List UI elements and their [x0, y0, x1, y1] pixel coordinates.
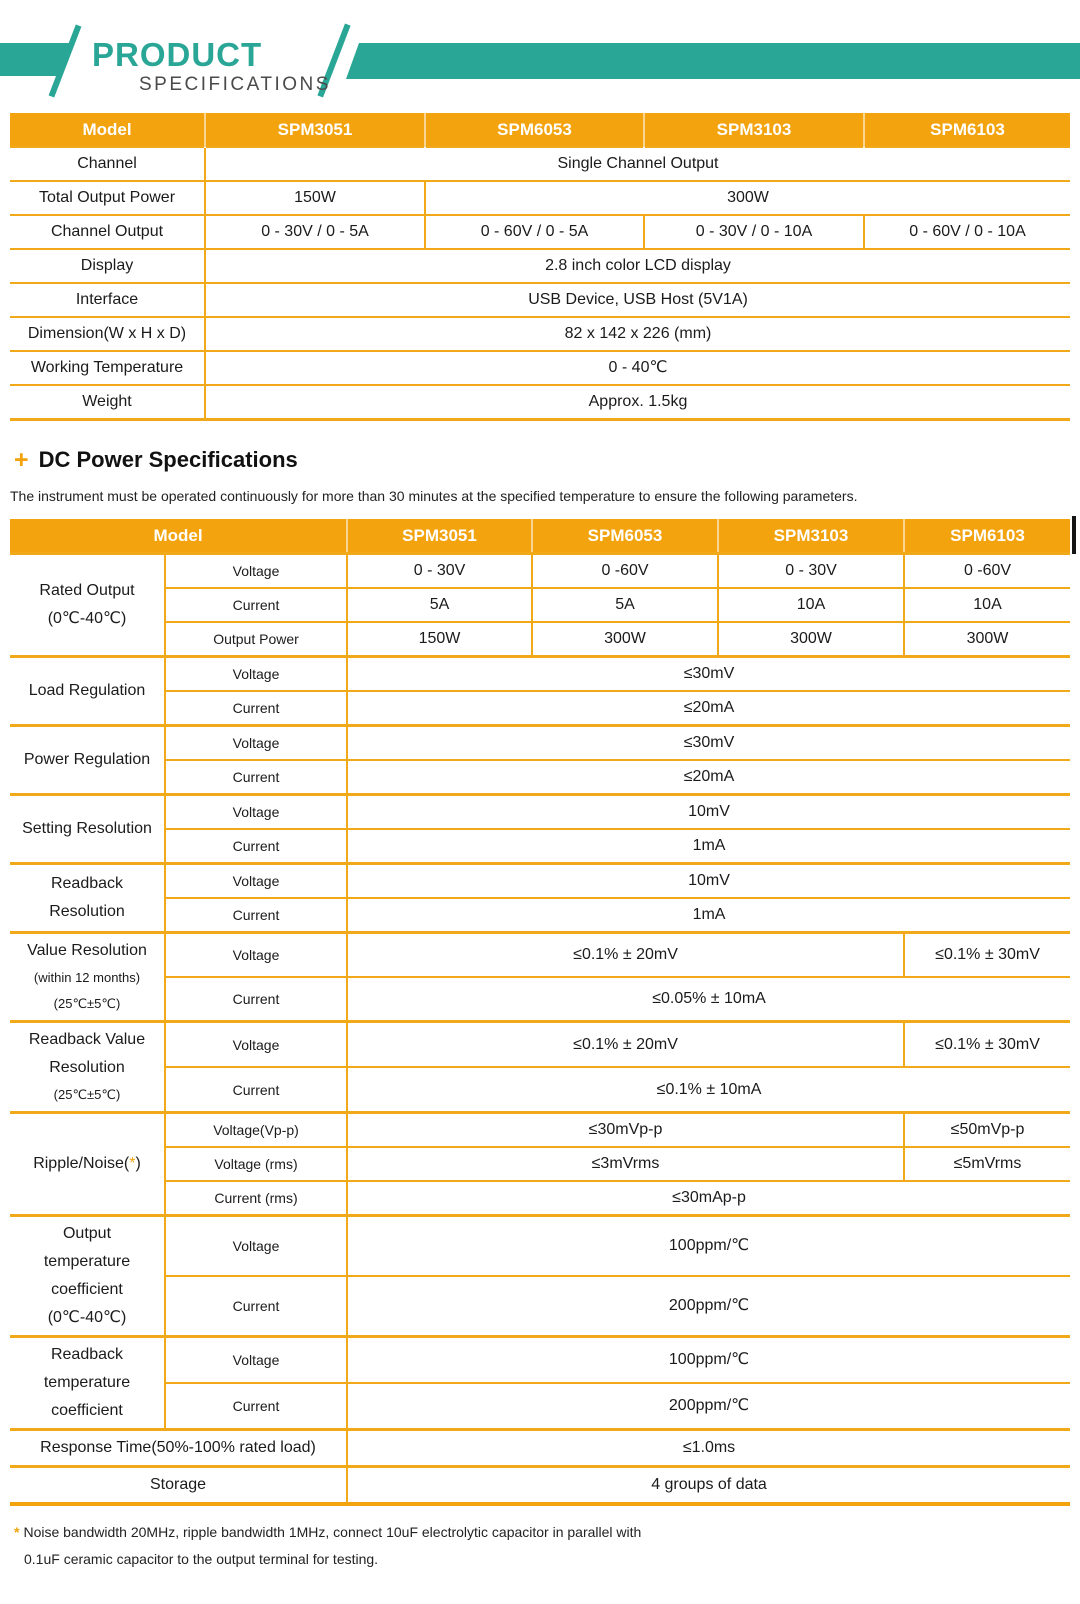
group-label-line: Resolution [49, 903, 125, 920]
sub-label: Current [165, 1383, 347, 1430]
group-label [10, 1022, 165, 1113]
row-label: Interface [10, 283, 205, 317]
group-label-line: Setting Resolution [22, 820, 152, 837]
group-label-line: Value Resolution [27, 942, 147, 959]
sub-label: Current [165, 691, 347, 726]
value-cell: 4 groups of data [347, 1467, 1070, 1505]
table-row [10, 1147, 1070, 1181]
value-cell: 0 - 30V / 0 - 5A [205, 215, 425, 249]
value-cell: ≤0.1% ± 30mV [904, 1022, 1070, 1068]
table-row [10, 1467, 1070, 1505]
sub-label: Voltage [165, 795, 347, 830]
group-label-line: temperature [43, 1253, 131, 1270]
value-cell: 300W [532, 622, 718, 657]
value-cell: ≤0.05% ± 10mA [347, 977, 1070, 1022]
table-row [10, 317, 1070, 351]
table-row [10, 1430, 1070, 1467]
table-row [10, 691, 1070, 726]
value-cell: ≤0.1% ± 20mV [347, 933, 904, 978]
table-row [10, 1337, 1070, 1384]
value-cell: 82 x 142 x 226 (mm) [205, 317, 1070, 351]
group-label-line: (25℃±5℃) [53, 996, 121, 1011]
model-name-header: SPM3051 [347, 519, 532, 554]
group-label [10, 1216, 165, 1337]
value-cell: 150W [205, 181, 425, 215]
value-cell: 0 - 30V [347, 554, 532, 589]
overview-table-head [10, 113, 1070, 147]
table-row [10, 588, 1070, 622]
value-cell: 0 - 60V / 0 - 10A [864, 215, 1070, 249]
header-row [10, 519, 1070, 554]
value-cell: 5A [347, 588, 532, 622]
sub-label: Current [165, 829, 347, 864]
value-cell: ≤0.1% ± 10mA [347, 1067, 1070, 1113]
table-row [10, 898, 1070, 933]
row-label: Dimension(W x H x D) [10, 317, 205, 351]
sub-label: Output Power [165, 622, 347, 657]
table-row [10, 977, 1070, 1022]
group-label-line: temperature [43, 1374, 131, 1391]
table-row [10, 215, 1070, 249]
value-cell: 1mA [347, 829, 1070, 864]
group-label-line: Readback [50, 875, 124, 892]
group-label-line: Readback [50, 1346, 124, 1363]
table-row [10, 1067, 1070, 1113]
model-label-header: Model [10, 113, 205, 147]
table-row [10, 351, 1070, 385]
sub-label: Voltage [165, 1337, 347, 1384]
group-label-line: (within 12 months) [33, 970, 141, 985]
dc-spec-table-body [10, 554, 1070, 1505]
model-name-header: SPM6053 [425, 113, 644, 147]
table-row [10, 657, 1070, 692]
teal-bar-right [346, 43, 1080, 79]
table-row [10, 933, 1070, 978]
table-row [10, 760, 1070, 795]
value-cell: Single Channel Output [205, 147, 1070, 181]
asterisk-marker: * [14, 1524, 20, 1540]
value-cell: 0 - 30V [718, 554, 904, 589]
sub-label: Voltage [165, 657, 347, 692]
model-name-header: SPM3103 [644, 113, 864, 147]
table-row [10, 1216, 1070, 1277]
page-title: PRODUCT [92, 36, 263, 73]
row-label: Channel [10, 147, 205, 181]
group-label-line: Storage [149, 1476, 207, 1493]
group-label [10, 795, 165, 864]
table-row [10, 864, 1070, 899]
table-row [10, 622, 1070, 657]
page-subtitle: SPECIFICATIONS [139, 74, 331, 95]
sub-label: Current [165, 977, 347, 1022]
table-row [10, 1276, 1070, 1337]
value-cell: ≤5mVrms [904, 1147, 1070, 1181]
group-label-line: Response Time(50%-100% rated load) [40, 1439, 316, 1456]
value-cell: ≤30mV [347, 657, 1070, 692]
value-cell: 150W [347, 622, 532, 657]
group-label-line: coefficient [51, 1402, 123, 1419]
sub-label: Voltage [165, 864, 347, 899]
value-cell: 0 -60V [904, 554, 1070, 589]
overview-table [10, 113, 1070, 421]
footnote [14, 1519, 1080, 1573]
group-label-line: Rated Output [39, 582, 135, 599]
dc-spec-table [10, 519, 1070, 1506]
value-cell: 300W [425, 181, 1070, 215]
asterisk-marker: * [129, 1155, 136, 1172]
value-cell: ≤3mVrms [347, 1147, 904, 1181]
sub-label: Current [165, 588, 347, 622]
group-label [10, 1430, 347, 1467]
value-cell: 10A [718, 588, 904, 622]
sub-label: Current [165, 1276, 347, 1337]
table-row [10, 554, 1070, 589]
group-label [10, 726, 165, 795]
value-cell: 100ppm/℃ [347, 1216, 1070, 1277]
dc-power-section-heading [14, 447, 1080, 473]
row-label: Total Output Power [10, 181, 205, 215]
group-label-line: Load Regulation [28, 682, 146, 699]
footnote-line1: Noise bandwidth 20MHz, ripple bandwidth 1MHz, connect 10uF electrolytic capacitor in parallel with [23, 1524, 642, 1540]
group-label [10, 1337, 165, 1430]
group-label [10, 554, 165, 657]
value-cell: ≤0.1% ± 30mV [904, 933, 1070, 978]
value-cell: 300W [718, 622, 904, 657]
value-cell: 0 - 60V / 0 - 5A [425, 215, 644, 249]
group-label [10, 864, 165, 933]
group-label [10, 933, 165, 1022]
sub-label: Current [165, 898, 347, 933]
value-cell: 0 - 30V / 0 - 10A [644, 215, 864, 249]
group-label [10, 657, 165, 726]
group-label-line: Power Regulation [23, 751, 151, 768]
value-cell: 5A [532, 588, 718, 622]
group-label-line: Resolution [49, 1059, 125, 1076]
table-row [10, 385, 1070, 420]
table-row [10, 1113, 1070, 1148]
row-label: Display [10, 249, 205, 283]
group-label-line: Ripple/Noise(*) [33, 1155, 141, 1172]
sub-label: Voltage [165, 554, 347, 589]
sub-label: Voltage(Vp-p) [165, 1113, 347, 1148]
group-label-line: coefficient [51, 1281, 123, 1298]
value-cell: 200ppm/℃ [347, 1276, 1070, 1337]
model-label-header: Model [10, 519, 347, 554]
table-row [10, 726, 1070, 761]
sub-label: Current [165, 1067, 347, 1113]
value-cell: ≤20mA [347, 760, 1070, 795]
model-name-header: SPM3103 [718, 519, 904, 554]
row-label: Channel Output [10, 215, 205, 249]
sub-label: Current (rms) [165, 1181, 347, 1216]
sub-label: Voltage (rms) [165, 1147, 347, 1181]
table-row [10, 795, 1070, 830]
value-cell: USB Device, USB Host (5V1A) [205, 283, 1070, 317]
table-row [10, 1181, 1070, 1216]
group-label [10, 1113, 165, 1216]
table-row [10, 147, 1070, 181]
value-cell: 100ppm/℃ [347, 1337, 1070, 1384]
table-row [10, 283, 1070, 317]
group-label-line: (25℃±5℃) [53, 1087, 121, 1102]
group-label-line: (0℃-40℃) [47, 610, 127, 627]
artifact-cursor-line [1072, 516, 1076, 554]
header-row [10, 113, 1070, 147]
footnote-line2: 0.1uF ceramic capacitor to the output terminal for testing. [24, 1551, 379, 1567]
table-row [10, 1022, 1070, 1068]
value-cell: ≤50mVp-p [904, 1113, 1070, 1148]
value-cell: ≤30mVp-p [347, 1113, 904, 1148]
value-cell: ≤30mAp-p [347, 1181, 1070, 1216]
plus-icon: + [14, 445, 29, 474]
table-row [10, 1383, 1070, 1430]
row-label: Weight [10, 385, 205, 420]
group-label-line: (0℃-40℃) [47, 1309, 127, 1326]
value-cell: ≤1.0ms [347, 1430, 1070, 1467]
sub-label: Voltage [165, 1216, 347, 1277]
value-cell: ≤0.1% ± 20mV [347, 1022, 904, 1068]
row-label: Working Temperature [10, 351, 205, 385]
sub-label: Voltage [165, 933, 347, 978]
value-cell: 10A [904, 588, 1070, 622]
sub-label: Voltage [165, 726, 347, 761]
model-name-header: SPM6103 [904, 519, 1070, 554]
header-banner [0, 0, 1080, 113]
value-cell: 1mA [347, 898, 1070, 933]
value-cell: 10mV [347, 864, 1070, 899]
sub-label: Voltage [165, 1022, 347, 1068]
group-label-line: Output [62, 1225, 112, 1242]
value-cell: 0 -60V [532, 554, 718, 589]
value-cell: 2.8 inch color LCD display [205, 249, 1070, 283]
model-name-header: SPM6053 [532, 519, 718, 554]
model-name-header: SPM3051 [205, 113, 425, 147]
value-cell: 0 - 40℃ [205, 351, 1070, 385]
value-cell: Approx. 1.5kg [205, 385, 1070, 420]
dc-spec-table-head [10, 519, 1070, 554]
model-name-header: SPM6103 [864, 113, 1070, 147]
value-cell: 200ppm/℃ [347, 1383, 1070, 1430]
group-label [10, 1467, 347, 1505]
section-title: DC Power Specifications [38, 447, 298, 472]
table-row [10, 829, 1070, 864]
overview-table-body [10, 147, 1070, 420]
value-cell: 300W [904, 622, 1070, 657]
table-row [10, 249, 1070, 283]
sub-label: Current [165, 760, 347, 795]
table-row [10, 181, 1070, 215]
value-cell: ≤20mA [347, 691, 1070, 726]
group-label-line: Readback Value [28, 1031, 146, 1048]
value-cell: 10mV [347, 795, 1070, 830]
value-cell: ≤30mV [347, 726, 1070, 761]
section-note: The instrument must be operated continuously for more than 30 minutes at the specified temperature to ensure the following parameters. [10, 488, 858, 504]
